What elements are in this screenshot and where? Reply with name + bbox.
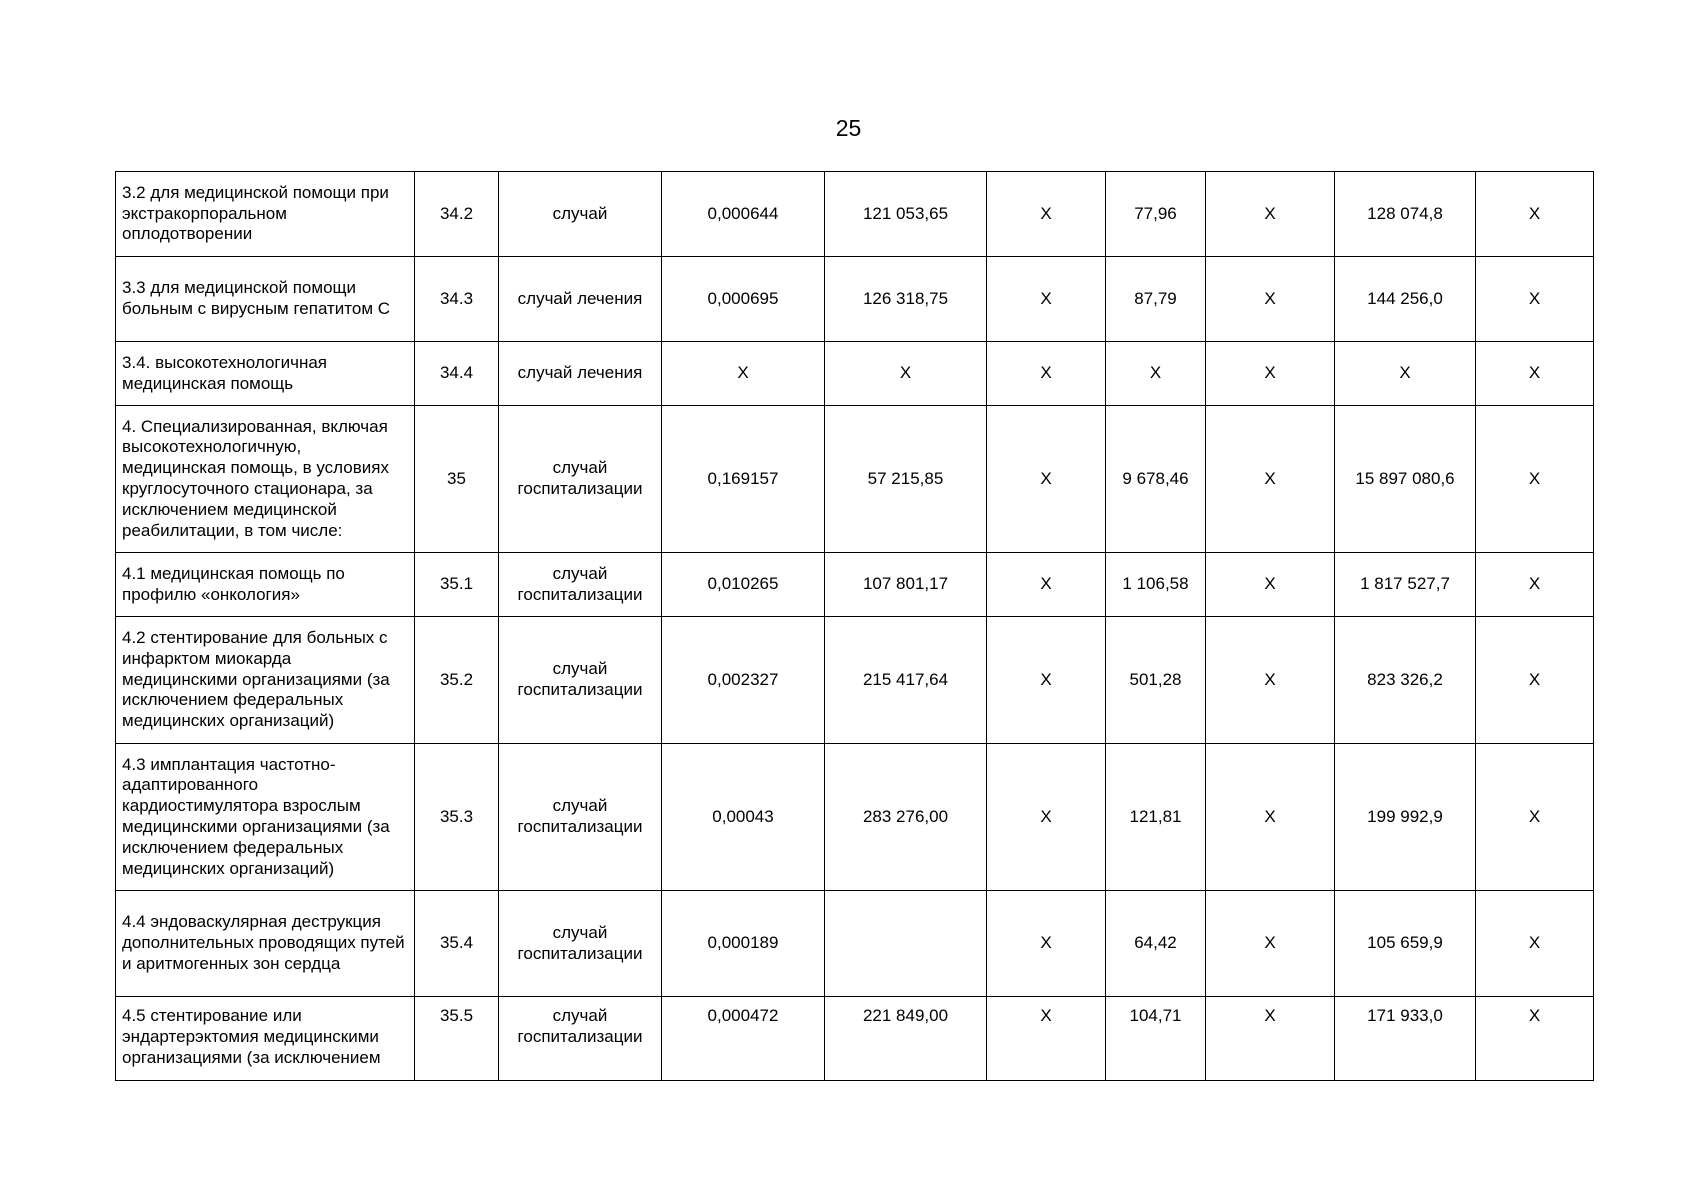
row-cost: 57 215,85 xyxy=(825,406,987,553)
row-volume: 0,002327 xyxy=(662,617,825,744)
table-row xyxy=(116,172,1594,257)
row-col10: X xyxy=(1476,997,1594,1081)
row-cost: 107 801,17 xyxy=(825,553,987,617)
row-col6: X xyxy=(987,744,1106,891)
row-code: 35.5 xyxy=(415,997,499,1081)
row-col9: X xyxy=(1335,342,1476,406)
row-col7: 501,28 xyxy=(1106,617,1206,744)
row-description: 4.4 эндоваскулярная деструкция дополнительных проводящих путей и аритмогенных зон сердца xyxy=(116,891,415,997)
row-col7: 77,96 xyxy=(1106,172,1206,257)
row-cost: 221 849,00 xyxy=(825,997,987,1081)
row-volume: 0,000695 xyxy=(662,257,825,342)
row-unit: случай госпитализации xyxy=(499,617,662,744)
row-col8: X xyxy=(1206,553,1335,617)
row-volume: 0,000644 xyxy=(662,172,825,257)
row-col10: X xyxy=(1476,172,1594,257)
row-col10: X xyxy=(1476,553,1594,617)
row-unit: случай госпитализации xyxy=(499,997,662,1081)
row-col8: X xyxy=(1206,617,1335,744)
row-col6: X xyxy=(987,553,1106,617)
page-number: 25 xyxy=(835,115,862,141)
row-col9: 1 817 527,7 xyxy=(1335,553,1476,617)
table-row xyxy=(116,617,1594,744)
table-row xyxy=(116,406,1594,553)
row-col7: 121,81 xyxy=(1106,744,1206,891)
row-col8: X xyxy=(1206,406,1335,553)
row-col7: 1 106,58 xyxy=(1106,553,1206,617)
row-cost: 283 276,00 xyxy=(825,744,987,891)
row-unit: случай госпитализации xyxy=(499,553,662,617)
row-cost: 126 318,75 xyxy=(825,257,987,342)
row-col10: X xyxy=(1476,891,1594,997)
row-volume: 0,010265 xyxy=(662,553,825,617)
row-col8: X xyxy=(1206,172,1335,257)
row-col8: X xyxy=(1206,891,1335,997)
row-col9: 15 897 080,6 xyxy=(1335,406,1476,553)
table-row xyxy=(116,744,1594,891)
row-col10: X xyxy=(1476,257,1594,342)
row-description: 3.4. высокотехнологичная медицинская помощь xyxy=(116,342,415,406)
row-code: 35.3 xyxy=(415,744,499,891)
row-code: 35.1 xyxy=(415,553,499,617)
row-cost: 215 417,64 xyxy=(825,617,987,744)
row-description: 4.1 медицинская помощь по профилю «онкология» xyxy=(116,553,415,617)
row-description: 4. Специализированная, включая высокотехнологичную, медицинская помощь, в условиях круглосуточного стационара, за исключением медицинской реабилитации, в том числе: xyxy=(116,406,415,553)
row-description: 4.2 стентирование для больных с инфарктом миокарда медицинскими организациями (за исключением федеральных медицинских организаций) xyxy=(116,617,415,744)
row-description: 3.2 для медицинской помощи при экстракорпоральном оплодотворении xyxy=(116,172,415,257)
row-col6: X xyxy=(987,891,1106,997)
row-code: 34.4 xyxy=(415,342,499,406)
row-col7: 87,79 xyxy=(1106,257,1206,342)
row-unit: случай госпитализации xyxy=(499,744,662,891)
table-row xyxy=(116,257,1594,342)
row-col10: X xyxy=(1476,342,1594,406)
row-volume: 0,169157 xyxy=(662,406,825,553)
row-code: 35 xyxy=(415,406,499,553)
table-row xyxy=(116,342,1594,406)
row-col8: X xyxy=(1206,997,1335,1081)
row-volume: 0,000472 xyxy=(662,997,825,1081)
row-unit: случай лечения xyxy=(499,342,662,406)
row-unit: случай госпитализации xyxy=(499,406,662,553)
row-col9: 105 659,9 xyxy=(1335,891,1476,997)
row-col8: X xyxy=(1206,744,1335,891)
row-col10: X xyxy=(1476,744,1594,891)
row-col7: 9 678,46 xyxy=(1106,406,1206,553)
row-volume: X xyxy=(662,342,825,406)
table-row xyxy=(116,553,1594,617)
row-description: 3.3 для медицинской помощи больным с вирусным гепатитом С xyxy=(116,257,415,342)
row-col9: 144 256,0 xyxy=(1335,257,1476,342)
data-table xyxy=(115,171,1594,1081)
row-code: 34.2 xyxy=(415,172,499,257)
row-volume: 0,00043 xyxy=(662,744,825,891)
row-col10: X xyxy=(1476,617,1594,744)
row-volume: 0,000189 xyxy=(662,891,825,997)
row-col7: X xyxy=(1106,342,1206,406)
row-cost: 121 053,65 xyxy=(825,172,987,257)
row-col9: 823 326,2 xyxy=(1335,617,1476,744)
row-unit: случай госпитализации xyxy=(499,891,662,997)
row-col9: 199 992,9 xyxy=(1335,744,1476,891)
row-code: 34.3 xyxy=(415,257,499,342)
row-col9: 128 074,8 xyxy=(1335,172,1476,257)
row-col6: X xyxy=(987,997,1106,1081)
row-col6: X xyxy=(987,172,1106,257)
row-col8: X xyxy=(1206,257,1335,342)
row-description: 4.3 имплантация частотно-адаптированного кардиостимулятора взрослым медицинскими организациями (за исключением федеральных медицинских организаций) xyxy=(116,744,415,891)
table-row xyxy=(116,997,1594,1081)
row-unit: случай лечения xyxy=(499,257,662,342)
row-code: 35.2 xyxy=(415,617,499,744)
row-col6: X xyxy=(987,257,1106,342)
row-col7: 104,71 xyxy=(1106,997,1206,1081)
row-col6: X xyxy=(987,406,1106,553)
row-col6: X xyxy=(987,617,1106,744)
row-col10: X xyxy=(1476,406,1594,553)
row-col6: X xyxy=(987,342,1106,406)
row-col9: 171 933,0 xyxy=(1335,997,1476,1081)
row-unit: случай xyxy=(499,172,662,257)
row-col8: X xyxy=(1206,342,1335,406)
table-row xyxy=(116,891,1594,997)
row-cost: X xyxy=(825,342,987,406)
row-col7: 64,42 xyxy=(1106,891,1206,997)
row-code: 35.4 xyxy=(415,891,499,997)
row-cost xyxy=(825,891,987,997)
row-description: 4.5 стентирование или эндартерэктомия медицинскими организациями (за исключением xyxy=(116,997,415,1081)
